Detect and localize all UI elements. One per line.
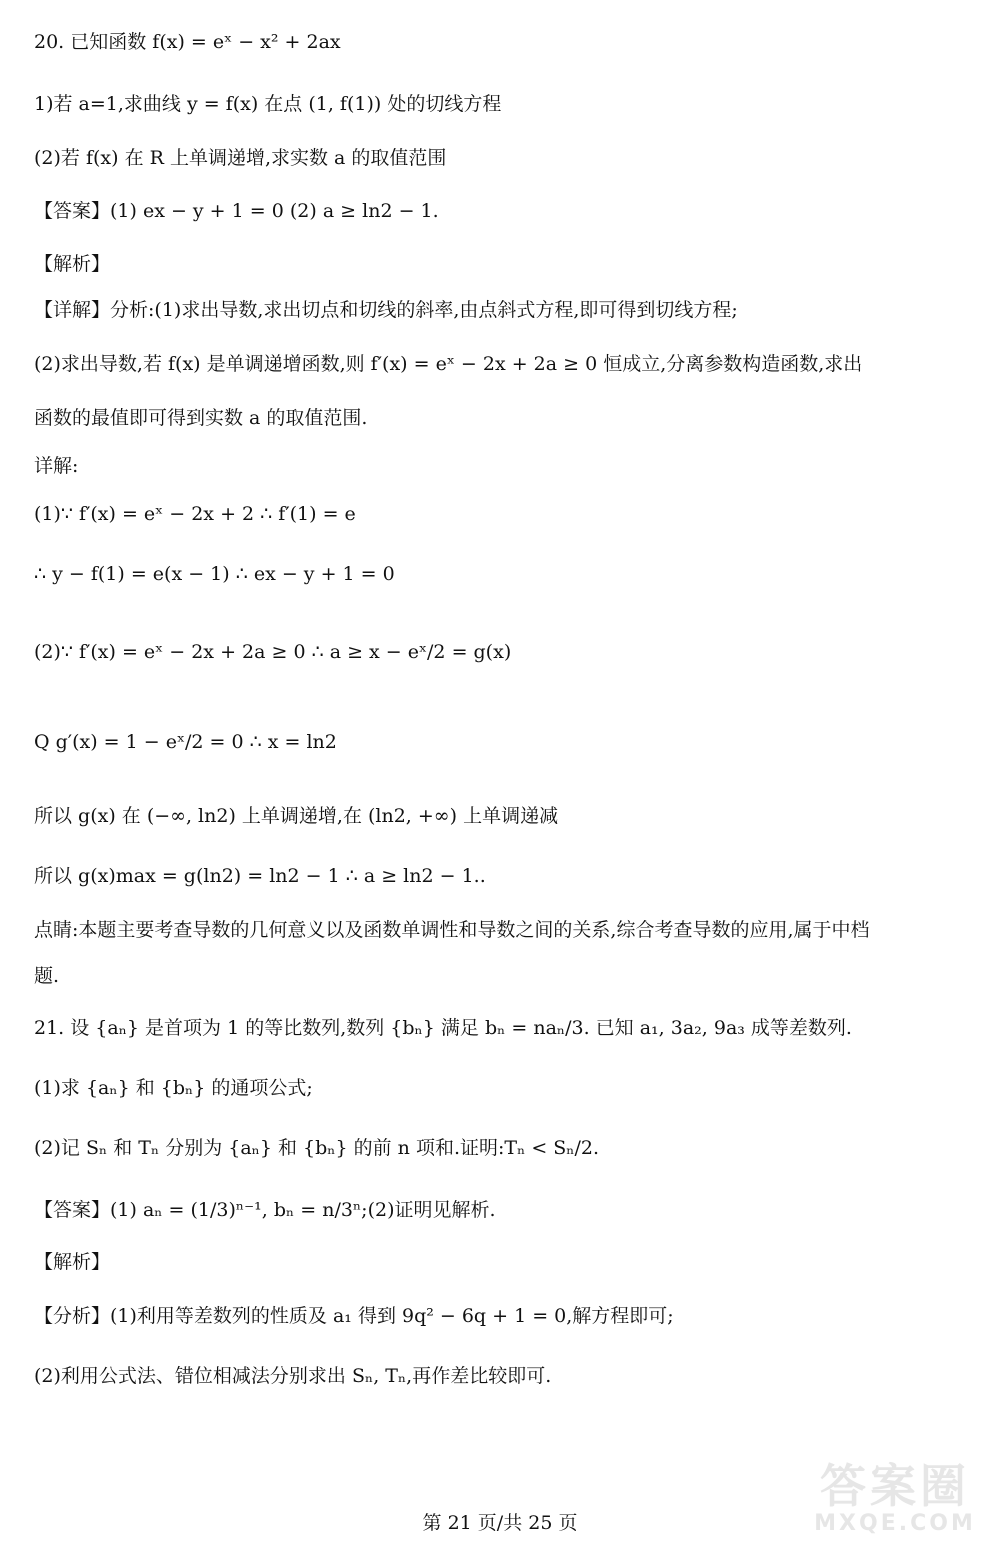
text-line: 【答案】(1) aₙ = (1/3)ⁿ⁻¹, bₙ = n/3ⁿ;(2)证明见解析. — [34, 1199, 496, 1221]
text-line: (2)利用公式法、错位相减法分别求出 Sₙ, Tₙ,再作差比较即可. — [34, 1365, 552, 1387]
text-line: 所以 g(x)max = g(ln2) = ln2 − 1 ∴ a ≥ ln2 − 1.. — [34, 865, 486, 887]
text-line: 函数的最值即可得到实数 a 的取值范围. — [34, 407, 368, 429]
text-line: 【解析】 — [34, 253, 111, 275]
text-line: 【详解】分析:(1)求出导数,求出切点和切线的斜率,由点斜式方程,即可得到切线方程; — [34, 299, 738, 321]
page-footer: 第 21 页/共 25 页 — [422, 1512, 578, 1534]
text-line: Q g′(x) = 1 − eˣ/2 = 0 ∴ x = ln2 — [34, 731, 337, 753]
text-line: 20. 已知函数 f(x) = eˣ − x² + 2ax — [34, 31, 341, 53]
watermark-text: 答案圈 — [820, 1459, 970, 1513]
text-line: 详解: — [34, 455, 79, 477]
text-line: (2)记 Sₙ 和 Tₙ 分别为 {aₙ} 和 {bₙ} 的前 n 项和.证明:Tₙ < Sₙ/2. — [34, 1137, 600, 1159]
text-line: 1)若 a=1,求曲线 y = f(x) 在点 (1, f(1)) 处的切线方程 — [34, 93, 502, 115]
text-line: 【解析】 — [34, 1251, 111, 1273]
text-line: (2)∵ f′(x) = eˣ − 2x + 2a ≥ 0 ∴ a ≥ x − eˣ/2 = g(x) — [34, 641, 512, 663]
text-line: (2)求出导数,若 f(x) 是单调递增函数,则 f′(x) = eˣ − 2x + 2a ≥ 0 恒成立,分离参数构造函数,求出 — [34, 353, 863, 375]
text-line: 题. — [34, 965, 60, 987]
text-line: 【分析】(1)利用等差数列的性质及 a₁ 得到 9q² − 6q + 1 = 0,解方程即可; — [34, 1305, 674, 1327]
text-line: (1)求 {aₙ} 和 {bₙ} 的通项公式; — [34, 1077, 313, 1099]
text-line: ∴ y − f(1) = e(x − 1) ∴ ex − y + 1 = 0 — [34, 563, 395, 585]
text-line: (2)若 f(x) 在 R 上单调递增,求实数 a 的取值范围 — [34, 147, 447, 169]
text-line: (1)∵ f′(x) = eˣ − 2x + 2 ∴ f′(1) = e — [34, 503, 356, 525]
text-line: 所以 g(x) 在 (−∞, ln2) 上单调递增,在 (ln2, +∞) 上单调递减 — [34, 805, 559, 827]
watermark-url: MXQE.COM — [814, 1511, 976, 1536]
text-line: 21. 设 {aₙ} 是首项为 1 的等比数列,数列 {bₙ} 满足 bₙ = naₙ/3. 已知 a₁, 3a₂, 9a₃ 成等差数列. — [34, 1017, 852, 1039]
watermark-logo — [800, 1460, 990, 1538]
text-line: 【答案】(1) ex − y + 1 = 0 (2) a ≥ ln2 − 1. — [34, 200, 439, 222]
text-line: 点睛:本题主要考查导数的几何意义以及函数单调性和导数之间的关系,综合考查导数的应用,属于中档 — [34, 919, 870, 941]
